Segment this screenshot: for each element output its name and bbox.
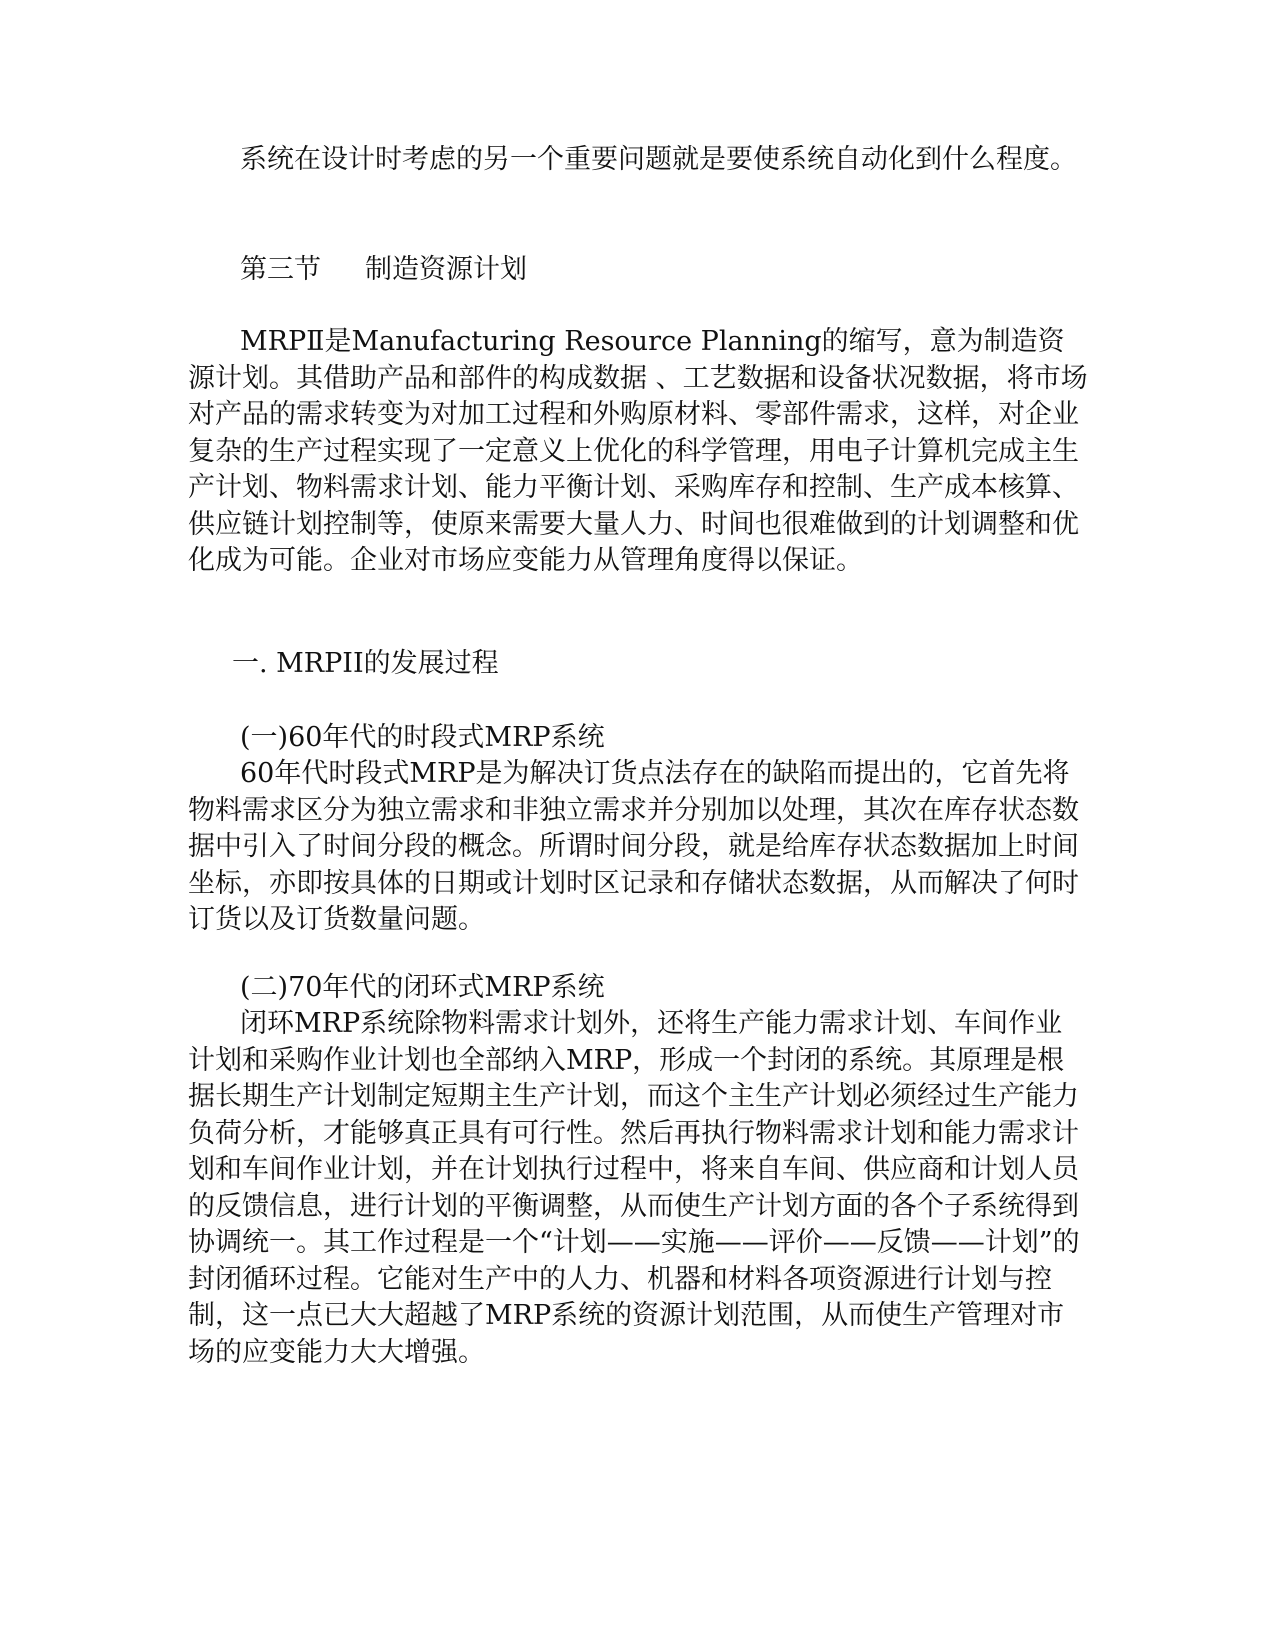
intro-paragraph: 系统在设计时考虑的另一个重要问题就是要使系统自动化到什么程度。 — [240, 144, 1077, 175]
item-2-heading: (二)70年代的闭环式MRP系统 — [240, 972, 605, 1003]
section-heading — [240, 252, 527, 288]
section-title: 制造资源计划 — [365, 254, 527, 285]
section-number: 第三节 — [240, 254, 321, 285]
item-2-paragraph: 闭环MRP系统除物料需求计划外，还将生产能力需求计划、车间作业计划和采购作业计划也全部纳入MRP，形成一个封闭的系统。其原理是根据长期生产计划制定短期主生产计划，而这个主生产计划必须经过生产能力负荷分析，才能够真正具有可行性。然后再执行物料需求计划和能力需求计划和车间作业计划，并在计划执行过程中，将来自车间、供应商和计划人员的反馈信息，进行计划的平衡调整，从而使生产计划方面的各个子系统得到协调统一。其工作过程是一个“计划——实施——评价——反馈——计划”的封闭循环过程。它能对生产中的人力、机器和材料各项资源进行计划与控制，这一点已大大超越了MRP系统的资源计划范围，从而使生产管理对市场的应变能力大大增强。 — [188, 1008, 1080, 1368]
subsection-heading: 一. MRPII的发展过程 — [232, 648, 499, 679]
item-1-paragraph: 60年代时段式MRP是为解决订货点法存在的缺陷而提出的，它首先将物料需求区分为独立需求和非独立需求并分别加以处理，其次在库存状态数据中引入了时间分段的概念。所谓时间分段，就是给库存状态数据加上时间坐标，亦即按具体的日期或计划时区记录和存储状态数据，从而解决了何时订货以及订货数量问题。 — [188, 758, 1079, 935]
item-1-heading: (一)60年代的时段式MRP系统 — [240, 722, 605, 753]
mrp2-intro-paragraph: MRPⅡ是Manufacturing Resource Planning的缩写，意为制造资源计划。其借助产品和部件的构成数据 、工艺数据和设备状况数据，将市场对产品的需求转变为对加工过程和外购原材料、零部件需求，这样，对企业复杂的生产过程实现了一定意义上优化的科学管理，用电子计算机完成主生产计划、物料需求计划、能力平衡计划、采购库存和控制、生产成本核算、供应链计划控制等，使原来需要大量人力、时间也很难做到的计划调整和优化成为可能。企业对市场应变能力从管理角度得以保证。 — [188, 326, 1088, 576]
